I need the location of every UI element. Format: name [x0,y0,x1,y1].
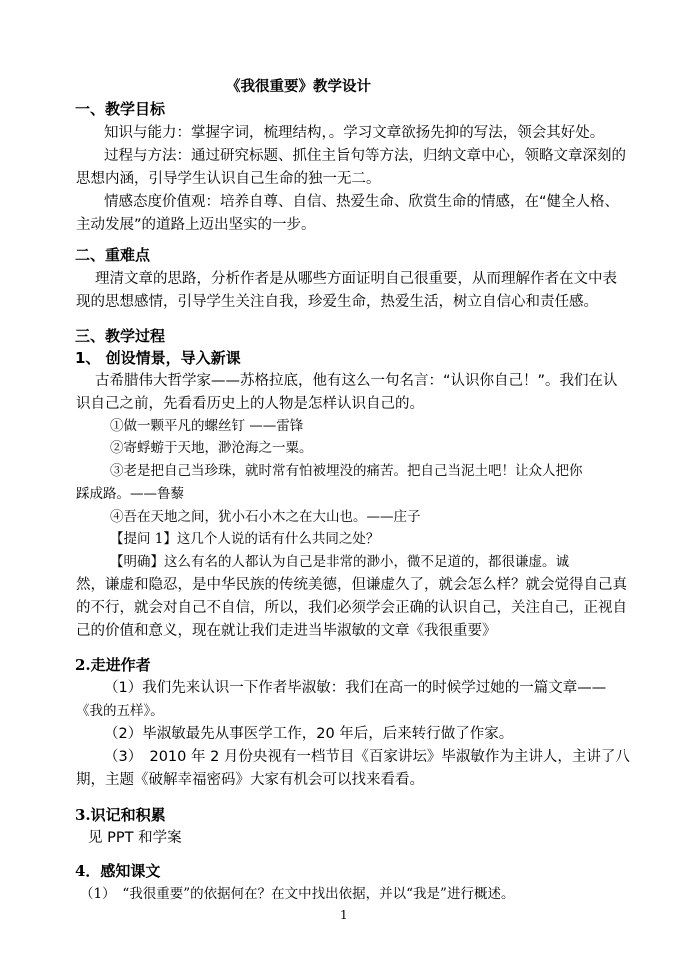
step2-paragraph-3: （3） 2010 年 2 月份央视有一档节目《百家讲坛》毕淑敏作为主讲人，主讲了八 [104,749,630,765]
step2-paragraph-4: 期，主题《破解幸福密码》大家有机会可以找来看看。 [76,772,424,788]
answer-line-4: 己的价值和意义，现在就让我们走进当毕淑敏的文章《我很重要》 [76,623,497,639]
quote-3-line-2: 踩成路。——鲁藜 [76,486,184,502]
document-title: 《我很重要》教学设计 [226,78,371,95]
section-heading-process: 三、教学过程 [75,327,166,345]
objective-emotion-line-2: 主动发展”的道路上迈出坚实的一步。 [76,217,316,233]
answer-line-1: 【明确】这么有名的人都认为自己是非常的渺小，微不足道的，都很谦虚。诚 [110,554,569,570]
page-number: 1 [340,908,348,922]
answer-line-2: 然，谦虚和隐忍，是中华民族的传统美德，但谦虚久了，就会怎么样？就会觉得自己真 [76,577,627,593]
step2-paragraph-1-line-1: （1）我们先来认识一下作者毕淑敏：我们在高一的时候学过她的一篇文章—— [104,680,607,696]
step3-heading: 3.识记和积累 [75,806,166,824]
section-heading-key-points: 二、重难点 [75,246,151,264]
step4-heading: 4．感知课文 [75,862,161,880]
quote-3-line-1: ③老是把自己当珍珠，就时常有怕被埋没的痛苦。把自己当泥土吧！让众人把你 [110,463,583,479]
step2-heading: 2.走进作者 [75,656,151,674]
step1-intro-line-2: 识自己之前，先看看历史上的人物是怎样认识自己的。 [76,396,424,412]
objective-process-line-1: 过程与方法：通过研究标题、抓住主旨句等方法，归纳文章中心，领略文章深刻的 [104,148,626,164]
step4-question-1: （1） “我很重要”的依据何在？在文中找出依据，并以“我是”进行概述。 [80,886,515,902]
answer-line-3: 的不行，就会对自己不自信，所以，我们必须学会正确的认识自己，关注自己，正视自 [76,600,627,616]
step2-paragraph-1-line-2: 《我的五样》。 [76,703,164,719]
quote-1: ①做一颗平凡的螺丝钉 ——雷锋 [110,418,304,434]
objective-process-line-2: 思想内涵，引导学生认识自己生命的独一无二。 [76,171,381,187]
quote-4: ④吾在天地之间，犹小石小木之在大山也。——庄子 [110,509,421,525]
step1-heading: 1、 创设情景，导入新课 [75,349,241,367]
key-points-line-2: 现的思想感情，引导学生关注自我，珍爱生命，热爱生活，树立自信心和责任感。 [76,294,598,310]
objective-emotion-line-1: 情感态度价值观：培养自尊、自信、热爱生命、欣赏生命的情感，在“健全人格、 [104,194,620,210]
step2-paragraph-2: （2）毕淑敏最先从事医学工作，20 年后，后来转行做了作家。 [104,726,514,742]
objective-knowledge: 知识与能力：掌握字词，梳理结构，。学习文章欲扬先抑的写法，领会其好处。 [104,125,605,141]
quote-2: ②寄蜉蝣于天地，渺沧海之一粟。 [110,440,313,456]
step1-intro-line-1: 古希腊伟大哲学家——苏格拉底，他有这么一句名言：“认识你自己！”。我们在认 [95,373,618,389]
question-1: 【提问 1】这几个人说的话有什么共同之处？ [110,531,380,547]
section-heading-objectives: 一、教学目标 [75,100,166,118]
step3-line: 见 PPT 和学案 [88,830,182,846]
key-points-line-1: 理清文章的思路，分析作者是从哪些方面证明自己很重要，从而理解作者在文中表 [95,271,617,287]
